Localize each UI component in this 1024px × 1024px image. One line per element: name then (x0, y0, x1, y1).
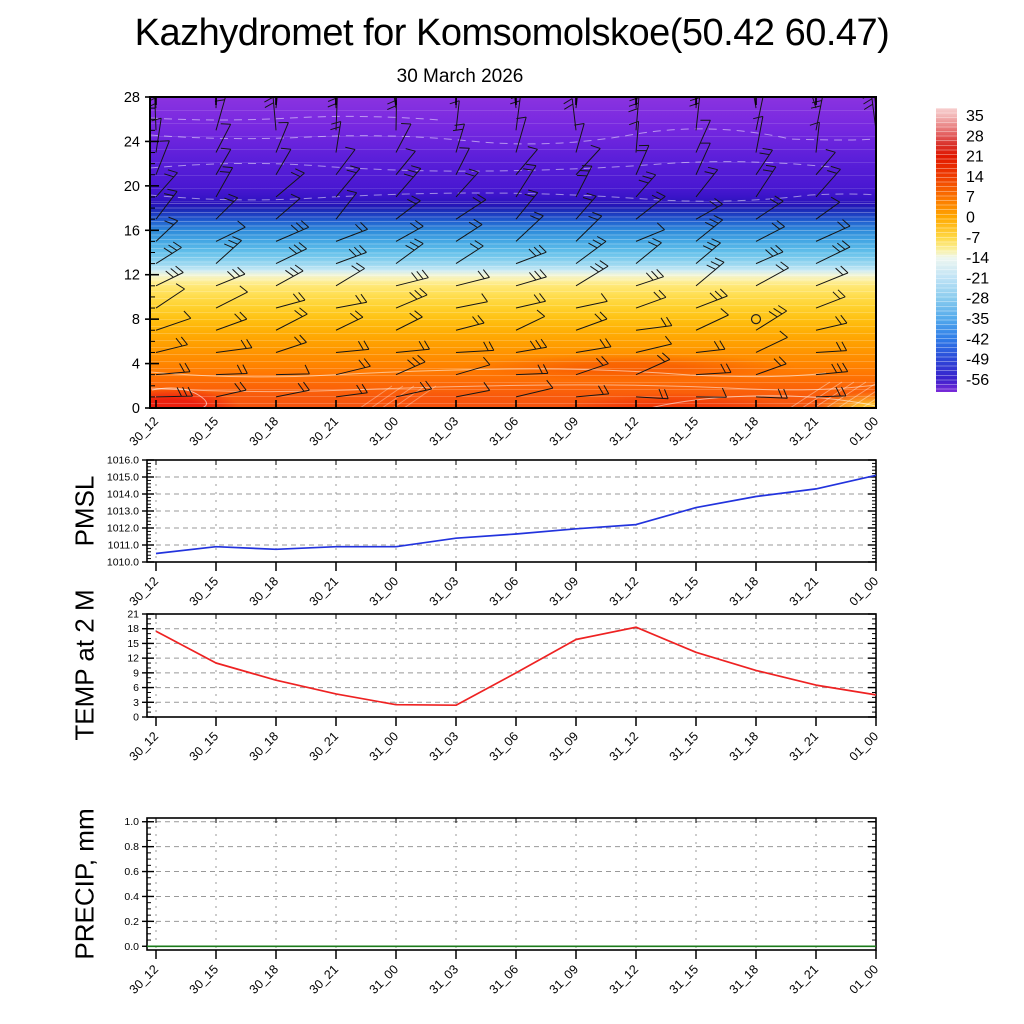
pmsl-ytick-label: 1016.0 (106, 454, 139, 467)
contour-ytick-label: 8 (131, 312, 140, 329)
colorbar-tick-label: -42 (966, 331, 990, 349)
pmsl-xtick-label: 30_15 (186, 574, 222, 609)
temp2m-ytick-label: 21 (127, 608, 139, 621)
colorbar-tick-label: 0 (966, 209, 975, 227)
pmsl-xtick-label: 31_18 (726, 574, 762, 609)
pmsl-chart (107, 455, 881, 609)
precip-ytick-label: 1.0 (124, 816, 139, 829)
precip-xtick-label: 30_12 (126, 962, 162, 997)
pmsl-xtick-label: 31_15 (666, 574, 702, 609)
pmsl-xtick-label: 30_18 (246, 574, 282, 609)
temp2m-xtick-label: 31_15 (666, 729, 702, 764)
colorbar-tick-label: -21 (966, 270, 990, 288)
colorbar-tick-label: -35 (966, 311, 990, 328)
contour-ytick-label: 4 (131, 356, 140, 373)
pmsl-xtick-label: 31_03 (426, 574, 462, 609)
precip-xtick-label: 31_06 (486, 962, 522, 997)
contour-ytick-label: 0 (131, 401, 140, 417)
pmsl-xtick-label: 31_06 (486, 574, 522, 609)
precip-ytick-label: 0.2 (124, 915, 139, 928)
colorbar-tick-label: 7 (966, 189, 975, 207)
contour-xtick-label: 30_21 (306, 414, 342, 449)
pmsl-ytick-label: 1013.0 (106, 505, 139, 518)
pmsl-xtick-label: 31_12 (606, 574, 642, 609)
temp2m-xtick-label: 30_12 (126, 729, 162, 764)
temp2m-xtick-label: 31_09 (546, 729, 582, 764)
contour-xtick-label: 31_21 (786, 414, 822, 449)
pmsl-xtick-label: 30_12 (126, 574, 162, 609)
temp-axis-title: TEMP at 2 M (69, 589, 100, 741)
contour-xtick-label: 31_06 (486, 414, 522, 449)
colorbar-tick-label: -7 (966, 229, 981, 247)
precip-xtick-label: 31_18 (726, 962, 762, 997)
precip-ytick-label: 0.8 (124, 841, 139, 854)
pmsl-ytick-label: 1010.0 (106, 556, 139, 569)
colorbar-tick-label: 35 (966, 108, 984, 125)
contour-ytick-label: 24 (123, 134, 140, 151)
contour-ytick-label: 20 (123, 178, 140, 195)
pmsl-ytick-label: 1011.0 (107, 539, 139, 552)
contour-striations-lower (150, 284, 876, 408)
precip-ytick-label: 0.4 (124, 890, 139, 903)
pmsl-xtick-label: 01_00 (846, 574, 882, 609)
contour-ytick-label: 16 (123, 223, 140, 240)
temp2m-xtick-label: 31_03 (426, 729, 462, 764)
contour-striations-mid (150, 203, 876, 284)
temp2m-xtick-label: 31_06 (486, 729, 522, 764)
temp2m-xtick-label: 31_18 (726, 729, 762, 764)
temp2m-xtick-label: 31_12 (606, 729, 642, 764)
contour-xtick-label: 30_18 (246, 414, 282, 449)
temp2m-chart (127, 609, 882, 764)
contour-xtick-label: 31_03 (426, 414, 462, 449)
temp2m-data-line (156, 627, 876, 705)
colorbar-tick-label: -56 (966, 371, 990, 389)
precip-xtick-label: 31_15 (666, 962, 702, 997)
contour-ytick-label: 12 (123, 267, 140, 284)
precip-xtick-label: 31_12 (606, 962, 642, 997)
page-title: Kazhydromet for Komsomolskoe(50.42 60.47) (134, 12, 890, 54)
precip-ytick-label: 0.0 (124, 940, 139, 953)
pmsl-axis-title: PMSL (69, 475, 100, 547)
temp2m-xtick-label: 31_21 (786, 729, 822, 764)
contour-xtick-label: 30_12 (126, 414, 162, 449)
temp2m-ytick-label: 12 (127, 652, 139, 665)
date-subtitle: 30 March 2026 (396, 66, 524, 87)
temp2m-xtick-label: 30_21 (306, 729, 342, 764)
colorbar-tick-label: -49 (966, 351, 990, 369)
temp2m-ytick-label: 18 (127, 623, 139, 636)
temp2m-xtick-label: 01_00 (846, 729, 882, 764)
precip-xtick-label: 31_03 (426, 962, 462, 997)
colorbar-tick-label: -14 (966, 250, 990, 268)
contour-striations-upper (150, 97, 876, 203)
temperature-contour-panel (150, 97, 876, 408)
precip-xtick-label: 31_21 (786, 962, 822, 997)
contour-xtick-label: 31_15 (666, 414, 702, 449)
pmsl-xtick-label: 31_09 (546, 574, 582, 609)
pmsl-xtick-label: 30_21 (306, 574, 342, 609)
pmsl-xtick-label: 31_21 (786, 574, 822, 609)
contour-xtick-label: 31_09 (546, 414, 582, 449)
colorbar-tick-label: 14 (966, 168, 984, 186)
temp2m-ytick-label: 9 (133, 667, 139, 680)
precip-xtick-label: 01_00 (846, 962, 882, 997)
pmsl-ytick-label: 1015.0 (106, 471, 139, 484)
contour-xtick-label: 31_12 (606, 414, 642, 449)
pmsl-xtick-label: 31_00 (366, 574, 402, 609)
contour-xtick-label: 01_00 (846, 414, 882, 449)
temp2m-ytick-label: 15 (127, 637, 139, 650)
contour-xtick-label: 31_00 (366, 414, 402, 449)
temp2m-xtick-label: 30_18 (246, 729, 282, 764)
contour-ytick-label: 28 (123, 90, 140, 106)
contour-xtick-label: 30_15 (186, 414, 222, 449)
colorbar-tick-label: 28 (966, 128, 984, 146)
precip-xtick-label: 30_15 (186, 962, 222, 997)
precip-xtick-label: 31_00 (366, 962, 402, 997)
pmsl-ytick-label: 1014.0 (106, 488, 139, 501)
contour-xtick-label: 31_18 (726, 414, 762, 449)
pmsl-data-line (156, 475, 876, 553)
precip-xtick-label: 30_18 (246, 962, 282, 997)
temp2m-xtick-label: 30_15 (186, 729, 222, 764)
temp2m-ytick-label: 3 (133, 696, 139, 709)
colorbar-tick-label: -28 (966, 290, 990, 308)
precip-ytick-label: 0.6 (124, 866, 139, 879)
temp2m-ytick-label: 0 (133, 711, 139, 724)
temperature-colorbar (936, 108, 957, 392)
precip-xtick-label: 30_21 (306, 962, 342, 997)
precip-chart (124, 816, 881, 996)
precip-xtick-label: 31_09 (546, 962, 582, 997)
colorbar-tick-label: 21 (966, 148, 984, 166)
temp2m-ytick-label: 6 (133, 682, 139, 695)
temp2m-xtick-label: 31_00 (366, 729, 402, 764)
pmsl-ytick-label: 1012.0 (106, 522, 139, 535)
precip-axis-title: PRECIP, mm (69, 808, 100, 960)
